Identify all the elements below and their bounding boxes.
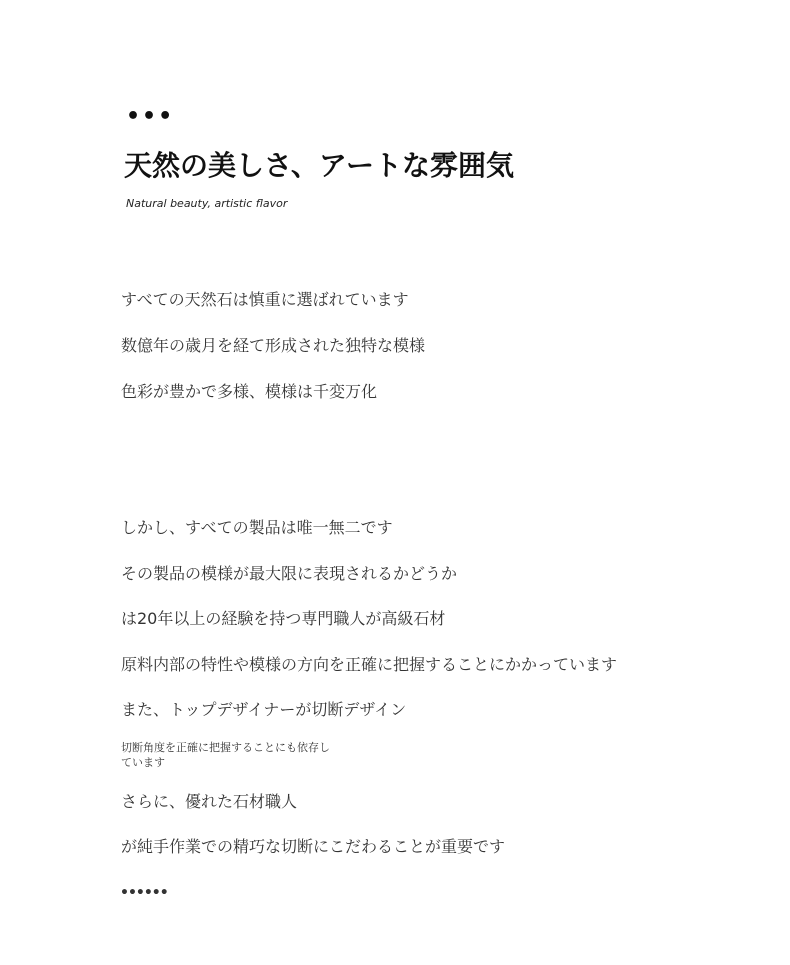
text-line-9: さらに、優れた石材職人 <box>121 792 298 811</box>
page-title: 天然の美しさ、アートな雰囲気 <box>124 149 515 182</box>
text-line-small-1: 切断角度を正確に把握することにも依存し <box>121 741 330 754</box>
decorative-dots-bottom: •••••• <box>120 885 168 901</box>
text-line-8: また、トップデザイナーが切断デザイン <box>121 700 407 719</box>
text-line-10: が純手作業での精巧な切断にこだわることが重要です <box>121 837 506 856</box>
text-line-3: 色彩が豊かで多様、模様は千変万化 <box>121 382 378 401</box>
text-line-4: しかし、すべての製品は唯一無二です <box>121 518 393 537</box>
page-subtitle: Natural beauty, artistic flavor <box>126 197 288 210</box>
text-line-small-2: ています <box>121 756 165 769</box>
text-line-2: 数億年の歳月を経て形成された独特な模様 <box>121 336 426 355</box>
decorative-dots-top: ••• <box>126 104 175 129</box>
text-line-1: すべての天然石は慎重に選ばれています <box>121 290 409 309</box>
text-line-6: は20年以上の経験を持つ専門職人が高級石材 <box>121 609 446 628</box>
text-line-7: 原料内部の特性や模様の方向を正確に把握することにかかっています <box>121 655 618 674</box>
text-line-5: その製品の模様が最大限に表現されるかどうか <box>121 564 458 583</box>
